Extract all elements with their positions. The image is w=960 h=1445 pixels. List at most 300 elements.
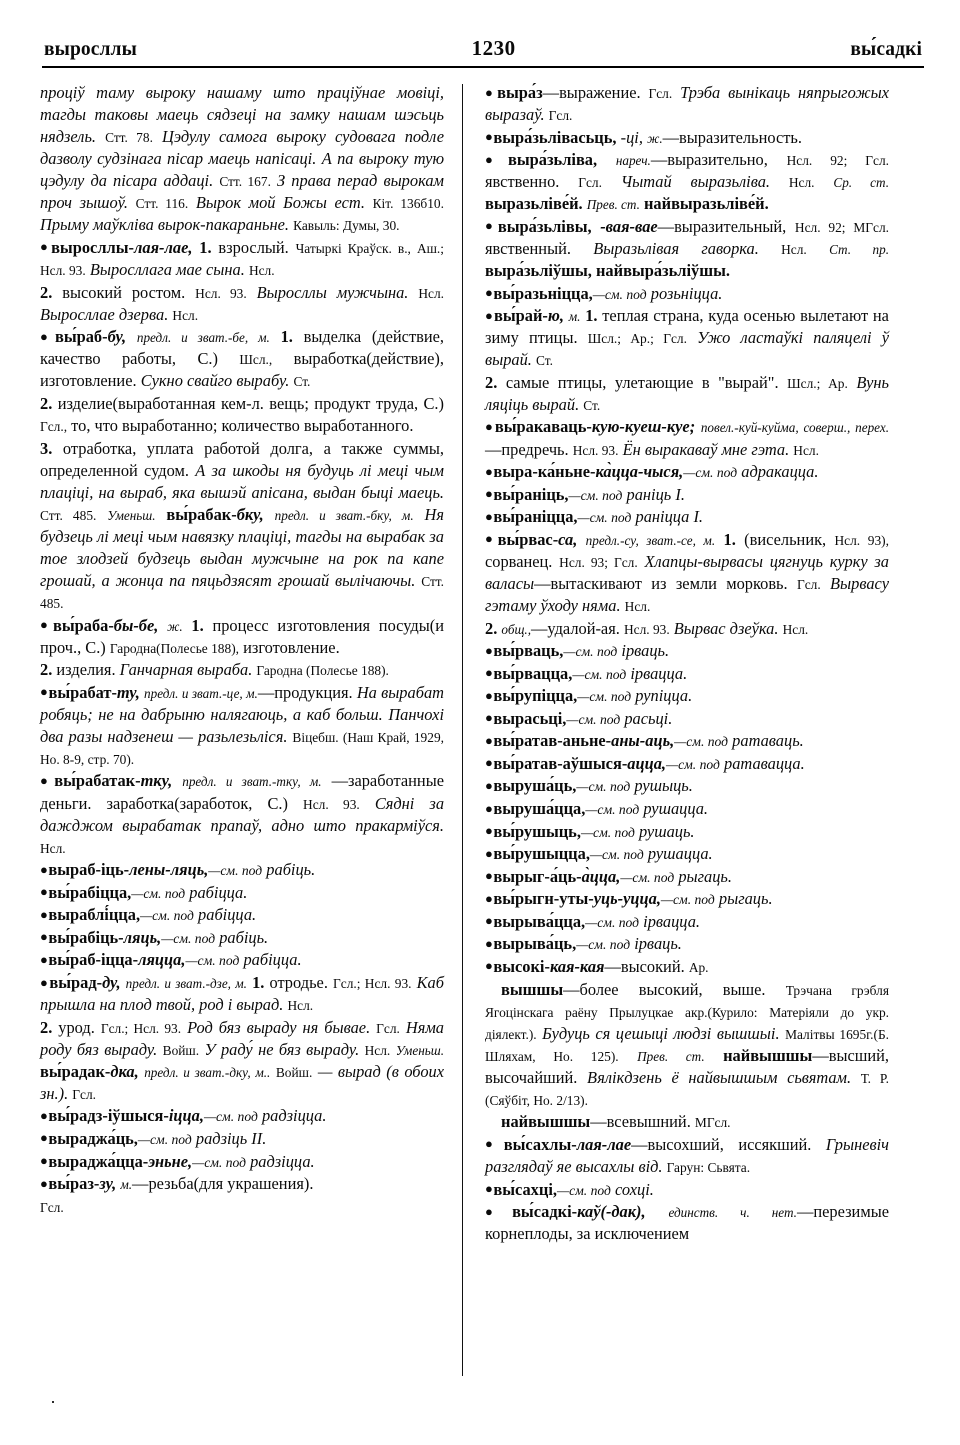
cross-reference: —см. под bbox=[576, 937, 631, 953]
headword: вы́рабіцца, bbox=[48, 882, 132, 902]
headword: выра́зьлівасьць, bbox=[493, 127, 617, 147]
inflection: лая-лае bbox=[576, 1134, 632, 1154]
entry-bullet-icon: ● bbox=[485, 800, 493, 816]
headword: выруша́цца, bbox=[493, 799, 586, 818]
dictionary-entry bbox=[40, 949, 444, 971]
gloss: изготовление. bbox=[243, 637, 340, 657]
cross-reference: —см. под bbox=[208, 863, 263, 879]
dictionary-entry bbox=[485, 149, 889, 215]
source: Нсл. bbox=[624, 598, 651, 614]
sense-number: 2. bbox=[485, 618, 498, 638]
cross-reference-target: радзіцца. bbox=[261, 1106, 327, 1126]
headword: вы́рад- bbox=[49, 973, 103, 992]
headword: вы́раба- bbox=[52, 615, 114, 635]
column-left bbox=[40, 82, 462, 1422]
headword: вы́раб-іцца- bbox=[48, 950, 139, 970]
dictionary-entry bbox=[485, 753, 889, 775]
cross-reference-target: ратаваць. bbox=[732, 731, 804, 751]
source: Стт. 485. bbox=[40, 507, 97, 523]
dictionary-entry bbox=[40, 1173, 444, 1195]
grammar-abbr: предл. и зват.-дку, м.. bbox=[144, 1064, 271, 1080]
source: Нсл. 93. bbox=[623, 621, 670, 637]
cross-reference-target: раніцца I. bbox=[635, 507, 704, 527]
gloss: теплая страна, куда осенью вылетают на зиму птицы. bbox=[485, 306, 889, 348]
headword: вырыва́ць, bbox=[493, 934, 577, 954]
sense-number: 2. bbox=[40, 1017, 53, 1037]
cross-reference-target: рушыць. bbox=[634, 776, 693, 796]
dictionary-entry bbox=[40, 882, 444, 904]
dictionary-entry bbox=[485, 798, 889, 820]
quotation: Хлапцы-вырвасы цягнуць курку за валасы bbox=[485, 551, 889, 593]
gloss: явственный. bbox=[485, 238, 571, 258]
dictionary-entry bbox=[40, 237, 444, 281]
gloss: —удалой-ая. bbox=[531, 618, 620, 638]
grammar-abbr: предл. и зват.-дзе, м. bbox=[125, 976, 247, 991]
quotation: Прыму маўкліва вырок-пакараньне. bbox=[40, 215, 289, 235]
headword: вы́сахці, bbox=[493, 1179, 557, 1199]
quotation: Каб прышла на плод твой, род і вырад. bbox=[40, 973, 444, 1015]
grammar-abbr: предл.-су, зват.-се, м. bbox=[585, 532, 716, 548]
cross-reference-target: ірваць. bbox=[634, 934, 682, 954]
entry-bullet-icon: ● bbox=[40, 861, 48, 877]
cross-reference-target: расьці. bbox=[624, 708, 673, 728]
entry-bullet-icon: ● bbox=[40, 1175, 48, 1191]
headword: вы́рупіцца, bbox=[493, 686, 578, 706]
headword: вырасьці, bbox=[493, 708, 567, 728]
inflection: ацца, bbox=[627, 753, 667, 773]
dictionary-entry bbox=[485, 640, 889, 662]
source: Нсл. bbox=[248, 263, 275, 278]
dictionary-entry bbox=[485, 911, 889, 933]
inflection: іцца, bbox=[168, 1106, 204, 1126]
gloss: —высохший, иссякший. bbox=[631, 1134, 812, 1154]
cross-reference: —см. под bbox=[568, 487, 623, 503]
headword: выраб-іць- bbox=[48, 860, 130, 880]
gloss: выделка (действие, качество работы, С.) bbox=[40, 327, 444, 369]
text-columns bbox=[40, 82, 926, 1422]
entry-bullet-icon: ● bbox=[485, 486, 493, 502]
dictionary-entry bbox=[485, 461, 889, 483]
sense-number: 1. bbox=[585, 306, 598, 326]
dictionary-entry bbox=[485, 730, 889, 752]
inflection: бы-бе, bbox=[113, 615, 159, 635]
entry-bullet-icon: ● bbox=[485, 732, 493, 748]
headword: выросллы- bbox=[51, 237, 134, 257]
cross-reference: —см. под bbox=[576, 779, 631, 795]
quotation: Ужо ластаўкі паляцелі ў вырай. bbox=[485, 328, 890, 370]
headword: вы́раз- bbox=[48, 1174, 100, 1194]
inflection: уць-уцца, bbox=[593, 889, 661, 909]
source: Ст. bbox=[293, 374, 311, 390]
gloss: —высший, высочайший. bbox=[485, 1045, 890, 1087]
dictionary-entry bbox=[485, 283, 889, 305]
cross-reference: —см. под bbox=[137, 1131, 192, 1147]
dictionary-entry bbox=[485, 506, 889, 528]
entry-bullet-icon: ● bbox=[485, 890, 493, 906]
entry-bullet-icon: ● bbox=[485, 129, 493, 145]
entry-bullet-icon: ● bbox=[485, 935, 493, 951]
gloss: (висельник, bbox=[744, 529, 827, 549]
degree-form: найвыразьліве́й. bbox=[643, 194, 769, 214]
dictionary-entry bbox=[485, 956, 889, 978]
cross-reference: —см. под bbox=[563, 644, 618, 660]
cross-reference: —см. под bbox=[203, 1109, 258, 1125]
entry-bullet-icon: ● bbox=[40, 974, 49, 990]
cross-reference: —см. под bbox=[683, 465, 738, 481]
quotation: На вырабат робяць; не на дабрыню налягаюць, а каб больш. Панчохі два разы надзенеш — разьлезьліся. bbox=[40, 682, 444, 746]
entry-bullet-icon: ● bbox=[485, 777, 493, 793]
entry-bullet-icon: ● bbox=[40, 239, 51, 255]
source: Гсл. bbox=[578, 175, 602, 191]
dictionary-entry bbox=[485, 416, 889, 460]
headword: высокі- bbox=[493, 956, 550, 976]
headword: вы́рай- bbox=[494, 306, 548, 326]
grammar-abbr: предл. и зват.-бку, м. bbox=[274, 507, 414, 523]
headword: вы́рушыцца, bbox=[493, 844, 590, 864]
source: Кіт. 136б10. bbox=[372, 196, 444, 212]
source: МГсл. bbox=[694, 1115, 731, 1131]
entry-bullet-icon: ● bbox=[40, 328, 55, 344]
headword: выра́зьлівы, bbox=[497, 216, 592, 236]
entry-sense bbox=[40, 393, 444, 437]
source: Гародна (Полесье 188). bbox=[256, 663, 389, 679]
dictionary-entry bbox=[40, 615, 444, 659]
source: Гсл., bbox=[40, 418, 68, 434]
inflection: са, bbox=[558, 529, 578, 549]
quotation: Выразьлівая гаворка. bbox=[593, 238, 759, 258]
cross-reference-target: рабіць. bbox=[266, 860, 316, 880]
source: Шсл.; Ар.; Гсл. bbox=[587, 331, 687, 347]
running-header bbox=[40, 36, 926, 65]
quotation: Вунь ляціць вырай. bbox=[485, 372, 889, 414]
gloss: —высокий. bbox=[604, 956, 685, 976]
grammar-abbr: предл. и зват.-бе, м. bbox=[136, 330, 270, 346]
gloss: изделие(выработанная кем-л. вещь; продукт труда, С.) bbox=[57, 393, 444, 413]
headword: вы́ратав-аньне- bbox=[493, 731, 612, 751]
grammar-abbr: единств. ч. нет. bbox=[668, 1205, 797, 1221]
sub-headword: вышшы bbox=[501, 979, 564, 999]
dictionary-entry bbox=[485, 866, 889, 888]
entry-source-line bbox=[40, 1196, 444, 1218]
headword: вы́раб- bbox=[54, 327, 108, 347]
dictionary-entry bbox=[40, 927, 444, 949]
headword: вырыва́цца, bbox=[493, 911, 586, 931]
headword: вы́рыгн-уты- bbox=[493, 889, 594, 909]
source: Нсл. 93; Гсл. bbox=[559, 554, 638, 570]
source: Нсл. bbox=[364, 1042, 391, 1058]
headword: вы́рабіць- bbox=[48, 927, 124, 947]
source: Нсл. 93), bbox=[834, 532, 889, 548]
entry-bullet-icon: ● bbox=[485, 913, 493, 929]
grammar-abbr: предл. и зват.-це, м. bbox=[144, 685, 258, 701]
cross-reference-target: рушацца. bbox=[643, 799, 709, 818]
gloss: процесс изготовления посуды(и проч., С.) bbox=[40, 615, 444, 657]
inflection: тку, bbox=[140, 771, 173, 791]
entry-bullet-icon: ● bbox=[485, 687, 493, 703]
inflection: аны-аць, bbox=[611, 731, 675, 751]
inflection: ту, bbox=[116, 682, 140, 702]
source: Ст. bbox=[536, 353, 553, 369]
inflection: бу, bbox=[107, 327, 127, 347]
gloss: то, что выработанно; количество выработанного. bbox=[71, 415, 414, 435]
source: Малітвы 1695г.(Б. Шляхам, Но. 125). bbox=[485, 1026, 889, 1064]
gloss: высокий ростом. bbox=[62, 282, 186, 302]
degree-form: выразьліве́й. bbox=[485, 194, 583, 214]
quotation: Ганчарная выраба. bbox=[119, 660, 253, 680]
dictionary-entry bbox=[40, 1128, 444, 1150]
quotation: Сядні за дажджом вырабатак прапаў, адно што пракарміўся. bbox=[40, 793, 445, 835]
grammar-abbr: нареч. bbox=[615, 153, 651, 169]
cross-reference-target: рабіцца. bbox=[243, 950, 302, 970]
entry-bullet-icon: ● bbox=[40, 884, 48, 900]
gloss: — вырад (в обоих зн.). bbox=[40, 1061, 444, 1103]
sense-number: 1. bbox=[280, 327, 293, 347]
inflection: а̀цца, bbox=[581, 866, 621, 886]
quotation: У раду́ не бяз выраду. bbox=[204, 1039, 360, 1059]
gloss: отродье. bbox=[269, 973, 328, 992]
dictionary-entry bbox=[40, 1105, 444, 1127]
cross-reference-target: рушацца. bbox=[647, 844, 713, 864]
headword: вы́раніць, bbox=[493, 484, 569, 504]
source: Гсл. bbox=[40, 1199, 64, 1215]
cross-reference: —см. под bbox=[577, 510, 632, 526]
source: Шсл., bbox=[239, 352, 273, 368]
cross-reference: —см. под bbox=[161, 930, 216, 946]
diminutive-headword: вы́рабак- bbox=[166, 504, 237, 524]
dictionary-entry bbox=[40, 1151, 444, 1173]
cross-reference: —см. под bbox=[674, 734, 729, 750]
entry-bullet-icon: ● bbox=[485, 151, 508, 167]
cross-reference: —см. под bbox=[556, 1182, 611, 1198]
cross-reference-target: рыгаць. bbox=[718, 889, 773, 909]
sense-number: 2. bbox=[485, 372, 498, 392]
dictionary-entry bbox=[485, 127, 889, 149]
gloss: —всевышний. bbox=[590, 1112, 691, 1132]
entry-bullet-icon: ● bbox=[485, 1136, 504, 1152]
source: Нсл. bbox=[782, 621, 809, 637]
cross-reference-target: ратавацца. bbox=[724, 753, 805, 773]
gloss: выработка(действие), изготовление. bbox=[40, 349, 444, 391]
dictionary-entry bbox=[40, 972, 444, 1016]
grammar-abbr: повел.-куй-куйма, соверш., перех. bbox=[700, 420, 889, 436]
cross-reference: —см. под bbox=[592, 286, 647, 302]
degree-form: выра́зьліўшы, найвыра́зьліўшы. bbox=[485, 261, 730, 280]
cross-reference: —см. под bbox=[589, 847, 644, 863]
dictionary-entry bbox=[40, 859, 444, 881]
header-left-guideword: выросллы bbox=[44, 39, 137, 60]
headword: вы́садкі- bbox=[512, 1202, 578, 1222]
source: Гарун: Сьвята. bbox=[666, 1160, 751, 1175]
sub-headword: найвышшы bbox=[501, 1112, 591, 1132]
degree-label: Ст. пр. bbox=[829, 241, 889, 257]
diminutive-headword: вы́радак- bbox=[40, 1061, 111, 1081]
entry-bullet-icon: ● bbox=[40, 951, 48, 967]
cross-reference: —см. под bbox=[580, 824, 635, 840]
sense-number: 1. bbox=[199, 237, 212, 257]
headword: выра-ка́ньне- bbox=[493, 462, 596, 482]
gloss: —перезимые корнеплоды, за исключением bbox=[485, 1202, 889, 1244]
entry-bullet-icon: ● bbox=[485, 307, 494, 323]
quotation: Цэдулу самога выроку судовага подле дазволу судзінага пісар маець напісаці. А па выроку тую цэдулу да пісара аддаці. bbox=[40, 127, 444, 191]
source: Нсл. 93. bbox=[303, 796, 360, 812]
source: Ар. bbox=[688, 959, 709, 975]
source: Нсл. bbox=[172, 307, 199, 323]
entry-bullet-icon: ● bbox=[40, 1153, 48, 1168]
diminutive-label: Уменьш. bbox=[107, 507, 156, 523]
source: Гародна(Полесье 188), bbox=[109, 640, 239, 656]
source: Нсл. 93. bbox=[572, 442, 619, 458]
entry-sense bbox=[40, 1017, 444, 1105]
entry-bullet-icon: ● bbox=[485, 642, 493, 658]
cross-reference-target: рабіцца. bbox=[189, 882, 248, 902]
source: Гсл. bbox=[376, 1020, 400, 1036]
cross-reference-target: радзіць II. bbox=[195, 1128, 267, 1148]
cross-reference-target: рабіцца. bbox=[198, 905, 257, 925]
grammar-abbr: общ., bbox=[501, 621, 532, 637]
sense-number: 3. bbox=[40, 438, 53, 458]
headword: вы́раніцца, bbox=[493, 507, 578, 527]
source: Стт. 116. bbox=[135, 196, 189, 212]
degree-label: Прев. ст. bbox=[637, 1048, 705, 1064]
column-right bbox=[463, 82, 889, 1422]
source: Віцебш. (Наш Край, 1929, Но. 8-9, стр. 70). bbox=[40, 729, 444, 767]
source: Гсл.; Нсл. 93. bbox=[100, 1020, 182, 1036]
degree-label: Прев. ст. bbox=[586, 197, 640, 213]
quotation: проціў таму выроку нашаму што праціўнае мовіці, тагды таковы маець сядзеці на замку нашам шэсьць нядзель. bbox=[40, 83, 444, 147]
cross-reference: —см. под bbox=[140, 908, 194, 924]
source: Стт. 167. bbox=[219, 174, 271, 190]
quotation: Будуць ся цешыці людзі вышшыі. bbox=[542, 1023, 780, 1043]
gloss: отработка, уплата работой долга, а также суммы, определенной судом. bbox=[40, 438, 444, 480]
dictionary-entry bbox=[40, 904, 444, 926]
gloss: самые птицы, улетающие в "вырай". bbox=[505, 372, 779, 392]
headword: вы́рвас- bbox=[497, 529, 559, 549]
entry-bullet-icon: ● bbox=[485, 755, 493, 771]
dictionary-entry bbox=[485, 305, 889, 371]
quotation: Выросллае дзерва. bbox=[40, 304, 169, 324]
quotation: Вырвасу гэтаму ўходу няма. bbox=[485, 573, 889, 615]
gloss: —продукция. bbox=[257, 682, 353, 702]
diminutive-label: Уменьш. bbox=[395, 1042, 444, 1058]
dictionary-entry bbox=[485, 708, 889, 730]
cross-reference-target: сохці. bbox=[614, 1179, 654, 1199]
gloss: —заработанные деньги. заработка(заработок, С.) bbox=[40, 771, 444, 813]
cross-reference: —см. под bbox=[666, 756, 720, 772]
source: Гсл. bbox=[548, 108, 573, 124]
entry-bullet-icon: ● bbox=[40, 684, 48, 700]
headword: вы́рвацца, bbox=[493, 663, 573, 683]
grammar-abbr: м. bbox=[568, 309, 581, 325]
gloss: —предречь. bbox=[485, 439, 569, 459]
headword: вы́радз-іўшыся- bbox=[48, 1106, 169, 1126]
source: Нсл. bbox=[418, 285, 444, 301]
source: Нсл. 92; МГсл. bbox=[794, 219, 890, 235]
source: Войш. bbox=[275, 1064, 313, 1080]
entry-sense bbox=[40, 282, 444, 326]
dictionary-entry bbox=[485, 888, 889, 910]
quotation: Трэба вынікаць няпрыгожых выразаў. bbox=[485, 83, 889, 125]
gloss: —более высокий, выше. bbox=[563, 979, 766, 999]
entry-bullet-icon: ● bbox=[485, 868, 493, 884]
headword: выруша́ць, bbox=[493, 776, 577, 796]
headword: выраблі́цца, bbox=[48, 905, 141, 925]
inflection: дка, bbox=[110, 1061, 139, 1081]
cross-reference: —см. под bbox=[660, 892, 715, 908]
cross-reference: —см. под bbox=[566, 711, 621, 727]
gloss: взрослый. bbox=[218, 237, 289, 257]
degree-form: найвышшы bbox=[723, 1045, 813, 1065]
sense-number: 1. bbox=[252, 973, 265, 992]
inflection: -ці, bbox=[620, 127, 643, 147]
dictionary-entry bbox=[485, 821, 889, 843]
gloss: урод. bbox=[58, 1017, 95, 1037]
source: Нсл. bbox=[793, 442, 819, 458]
entry-bullet-icon: ● bbox=[485, 285, 493, 301]
cross-reference-target: рушаць. bbox=[638, 821, 695, 841]
source: Стт. 78. bbox=[105, 130, 153, 146]
entry-bullet-icon: ● bbox=[40, 1130, 48, 1146]
gloss: —выразительность. bbox=[662, 127, 802, 147]
dictionary-entry bbox=[40, 326, 444, 392]
grammar-abbr: предл. и зват.-тку, м. bbox=[182, 774, 322, 790]
entry-continuation bbox=[40, 82, 444, 236]
sense-number: 2. bbox=[40, 660, 53, 680]
entry-sense bbox=[40, 438, 444, 615]
cross-reference-target: адракацца. bbox=[741, 462, 819, 482]
entry-bullet-icon: ● bbox=[485, 1181, 493, 1197]
inflection: ка̀цца-чыся, bbox=[595, 462, 684, 482]
entry-sense bbox=[40, 659, 444, 681]
gloss: —резьба(для украшения). bbox=[132, 1174, 314, 1194]
quotation: Чытай выразьліва. bbox=[620, 172, 770, 192]
dictionary-entry bbox=[485, 843, 889, 865]
entry-bullet-icon: ● bbox=[40, 906, 48, 922]
headword: выра́зьліва, bbox=[507, 150, 598, 170]
source: Гсл. bbox=[648, 86, 673, 101]
headword: вы́ракаваць- bbox=[494, 417, 592, 437]
page-number: 1230 bbox=[471, 36, 516, 60]
entry-sense bbox=[485, 372, 889, 416]
cross-reference-target: рабіць. bbox=[219, 927, 269, 947]
inflection: ляцца, bbox=[138, 950, 186, 970]
cross-reference: —см. под bbox=[192, 1154, 246, 1170]
headword: выраджа́цца- bbox=[48, 1151, 149, 1171]
dictionary-entry bbox=[485, 663, 889, 685]
quotation: Сукно свайго вырабу. bbox=[140, 371, 290, 391]
inflection: ду, bbox=[102, 973, 121, 992]
inflection: лая-лае, bbox=[133, 237, 193, 257]
quotation: Вырок мой Божы ест. bbox=[195, 193, 365, 213]
gloss: —вытаскивают из земли морковь. bbox=[534, 573, 788, 593]
quotation: Род бяз выраду ня бывае. bbox=[187, 1017, 371, 1037]
entry-bullet-icon: ● bbox=[485, 1203, 512, 1219]
headword: вы́ратав-аўшыся- bbox=[493, 753, 628, 773]
headword: вы́рабатак- bbox=[54, 771, 141, 791]
cross-reference-target: ірваць. bbox=[621, 641, 670, 661]
inflection: каў(-дак), bbox=[577, 1202, 646, 1222]
gloss: —выражение. bbox=[542, 83, 641, 102]
source: Чатыркі Краўск. в., Аш.; Нсл. 93. bbox=[40, 240, 445, 278]
headword: вы́рушыць, bbox=[493, 821, 581, 841]
cross-reference-target: рыгаць. bbox=[678, 866, 732, 886]
headword: вы́рваць, bbox=[493, 641, 564, 661]
cross-reference: —см. под bbox=[620, 869, 675, 885]
quotation: Няма роду бяз выраду. bbox=[40, 1017, 444, 1059]
sense-number: 1. bbox=[723, 529, 736, 549]
entry-bullet-icon: ● bbox=[40, 929, 48, 945]
cross-reference: —см. под bbox=[585, 914, 640, 930]
headword: выра́з bbox=[497, 83, 543, 102]
